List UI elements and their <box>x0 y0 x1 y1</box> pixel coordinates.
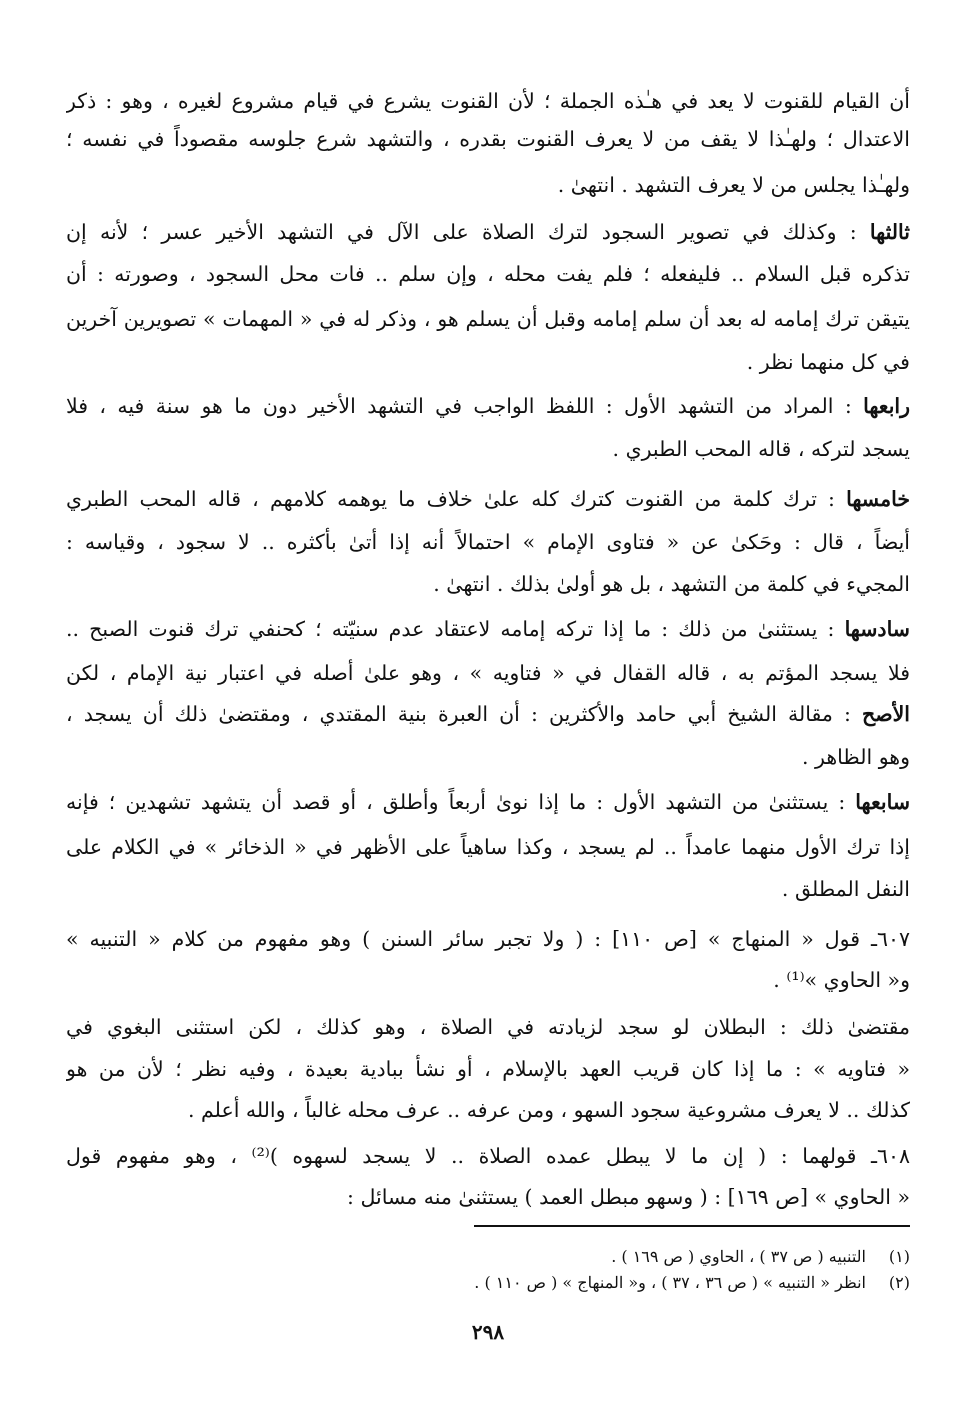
section-heading: خامسها <box>846 487 910 511</box>
section-heading: الأصح <box>861 702 910 726</box>
section-heading: سابعها <box>855 790 910 814</box>
footnote-text: انظر « التنبيه » ( ص ٣٦ ، ٣٧ ) ، و« المنهاج » ( ص ١١٠ ) . <box>474 1273 866 1292</box>
footnote-2 <box>66 1270 910 1296</box>
line-text: ٦٠٨ـ قولهما : ( إن ما لا يبطل عمده الصلاة .. لا يسجد لسهوه )⁽²⁾ ، وهو مفهوم قول <box>66 1144 910 1168</box>
line-text: : وكذلك في تصوير السجود لترك الصلاة على الآل في التشهد الأخير عسر ؛ لأنه إن <box>66 220 870 244</box>
footnote-separator <box>474 1225 910 1227</box>
line-text: أيضاً ، قال : وحَكىٰ عن « فتاوى الإمام » احتمالاً أنه إذا أتىٰ بأكثره .. لا سجود ، وقياسه : <box>66 530 910 554</box>
line-text: تذكره قبل السلام .. فليفعله ؛ فلم يفت محله ، وإن سلم .. فات محل السجود ، وصورته : أن <box>66 262 910 286</box>
line-text: المجيء في كلمة من التشهد ، بل هو أولىٰ بذلك . انتهىٰ . <box>433 572 910 596</box>
text-line <box>66 872 910 908</box>
text-line <box>66 1052 910 1088</box>
text-line <box>66 525 910 561</box>
line-text: إذا ترك الأول منهما عامداً .. لم يسجد ، وكذا ساهياً على الأظهر في « الذخائر » في الكلام على <box>66 835 910 859</box>
text-line <box>66 168 910 204</box>
line-text: يسجد لتركه ، قاله المحب الطبري . <box>612 437 910 461</box>
line-text: « فتاويه » : ما إذا كان قريب العهد بالإسلام ، أو نشأ ببادية بعيدة ، وفيه نظر ؛ لأن من هو <box>66 1057 910 1081</box>
line-text: مقتضىٰ ذلك : البطلان لو سجد لزيادته في الصلاة ، وهو كذلك ، لكن استثنى البغوي في <box>66 1015 910 1039</box>
text-line <box>66 432 910 468</box>
text-line <box>66 257 910 293</box>
text-line <box>66 740 910 776</box>
line-text: : ترك كلمة من القنوت كترك كله علىٰ خلاف ما يوهمه كلامهم ، قاله المحب الطبري <box>66 487 847 511</box>
text-line <box>66 1139 910 1175</box>
line-text: النفل المطلق . <box>781 877 910 901</box>
page-number: ٢٩٨ <box>471 1320 505 1344</box>
line-text: : يستثنىٰ من التشهد الأول : ما إذا نوىٰ أربعاً وأطلق ، أو قصد أن يتشهد تشهدين ؛ فإنه <box>66 790 856 814</box>
line-text: ٦٠٧ـ قول « المنهاج » [ص ١١٠] : ( ولا تجبر سائر السنن ) وهو مفهوم من كلام « التنبيه » <box>66 927 910 951</box>
text-line <box>66 963 910 999</box>
line-text: فلا يسجد المؤتم به ، قاله القفال في « فتاويه » ، وهو علىٰ أصله في اعتبار نية الإمام ، لكن <box>66 661 910 685</box>
text-line <box>66 922 910 958</box>
line-text: : يستثنىٰ من ذلك : ما إذا تركه إمامه لاعتقاد عدم سنيّته ؛ كحنفي ترك قنوت الصبح .. <box>66 617 845 641</box>
text-line <box>66 567 910 603</box>
line-text: ولهـٰذا يجلس من لا يعرف التشهد . انتهىٰ . <box>557 173 910 197</box>
line-text: وهو الظاهر . <box>802 745 910 769</box>
text-line <box>66 84 910 120</box>
line-text: أن القيام للقنوت لا يعد في هـٰذه الجملة ؛ لأن القنوت يشرع في قيام مشروع لغيره ، وهو : ذكر <box>66 89 910 113</box>
text-line <box>66 1180 910 1216</box>
footnote-number: (١) <box>888 1247 910 1266</box>
line-text: يتيقن ترك إمامه له بعد أن سلم إمامه وقبل أن يسلم هو ، وذكر له في « المهمات » تصويرين آخرين <box>66 307 910 331</box>
section-heading: ثالثها <box>869 220 910 244</box>
text-line <box>66 389 910 425</box>
section-heading: سادسها <box>844 617 910 641</box>
section-heading: رابعها <box>863 394 910 418</box>
text-line <box>66 482 910 518</box>
text-line <box>66 1093 910 1129</box>
text-line <box>66 830 910 866</box>
text-line <box>66 697 910 733</box>
text-line <box>66 612 910 648</box>
line-text: كذلك .. لا يعرف مشروعية سجود السهو ، ومن عرفه .. عرف محله غالباً ، والله أعلم . <box>188 1098 910 1122</box>
text-line <box>66 302 910 338</box>
line-text: الاعتدال ؛ ولهـٰذا لا يقف من لا يعرف القنوت بقدره ، والتشهد شرع جلوسه مقصوداً في نفسه ؛ <box>66 127 910 151</box>
text-line <box>66 122 910 158</box>
footnote-1 <box>66 1244 910 1270</box>
footnote-number: (٢) <box>888 1273 910 1292</box>
text-line <box>66 785 910 821</box>
line-text: و« الحاوي »⁽¹⁾ . <box>773 968 910 992</box>
line-text: : المراد من التشهد الأول : اللفظ الواجب في التشهد الأخير دون ما هو سنة فيه ، فلا <box>66 394 864 418</box>
text-line <box>66 656 910 692</box>
footnote-text: التنبيه ( ص ٣٧ ) ، الحاوي ( ص ١٦٩ ) . <box>611 1247 866 1266</box>
line-text: : مقالة الشيخ أبي حامد والأكثرين : أن العبرة بنية المقتدي ، ومقتضىٰ ذلك أن يسجد ، <box>66 702 862 726</box>
line-text: في كل منهما نظر . <box>746 350 910 374</box>
text-line <box>66 1010 910 1046</box>
text-line <box>66 215 910 251</box>
text-line <box>66 345 910 381</box>
line-text: « الحاوي » [ص ١٦٩] : ( وسهو مبطل العمد ) يستثنىٰ منه مسائل : <box>347 1185 910 1209</box>
